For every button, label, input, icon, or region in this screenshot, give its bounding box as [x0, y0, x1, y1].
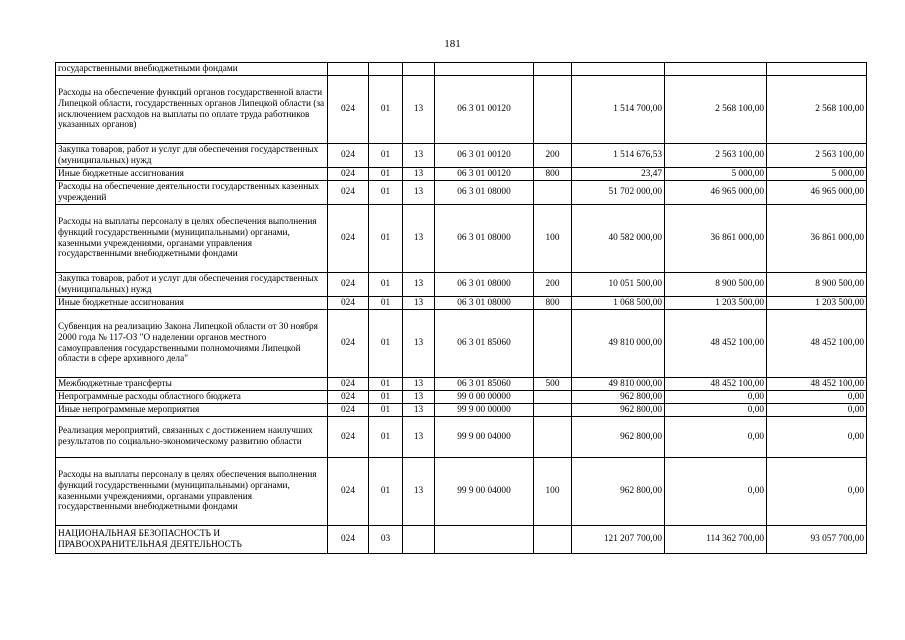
cell-sum-1: 40 582 000,00 [572, 205, 665, 273]
cell-rz: 01 [369, 310, 403, 378]
cell-sum-2: 1 203 500,00 [665, 297, 767, 310]
cell-rz: 01 [369, 458, 403, 526]
cell-sum-1 [572, 63, 665, 76]
cell-rz [369, 63, 403, 76]
cell-sum-2: 48 452 100,00 [665, 310, 767, 378]
cell-csr: 99 9 00 00000 [435, 404, 534, 417]
cell-pr: 13 [403, 181, 435, 205]
cell-name: Иные непрограммные мероприятия [56, 404, 328, 417]
table-row [56, 391, 867, 404]
cell-sum-1: 23,47 [572, 168, 665, 181]
cell-csr: 06 3 01 08000 [435, 273, 534, 297]
table-row [56, 168, 867, 181]
cell-ved: 024 [328, 417, 369, 458]
cell-sum-2: 8 900 500,00 [665, 273, 767, 297]
cell-sum-3: 2 563 100,00 [767, 144, 867, 168]
cell-sum-3: 0,00 [767, 417, 867, 458]
cell-sum-3: 93 057 700,00 [767, 526, 867, 554]
cell-csr [435, 63, 534, 76]
cell-sum-2: 0,00 [665, 458, 767, 526]
cell-sum-3: 46 965 000,00 [767, 181, 867, 205]
cell-ved: 024 [328, 404, 369, 417]
cell-pr: 13 [403, 76, 435, 144]
cell-csr: 06 3 01 08000 [435, 297, 534, 310]
cell-pr: 13 [403, 378, 435, 391]
cell-pr: 13 [403, 310, 435, 378]
cell-pr: 13 [403, 144, 435, 168]
cell-ved: 024 [328, 181, 369, 205]
budget-table [55, 62, 867, 554]
table-row [56, 205, 867, 273]
cell-sum-1: 1 068 500,00 [572, 297, 665, 310]
cell-vr: 800 [534, 168, 572, 181]
cell-name: Расходы на обеспечение деятельности государственных казенных учреждений [56, 181, 328, 205]
cell-ved: 024 [328, 378, 369, 391]
cell-vr [534, 526, 572, 554]
cell-sum-1: 121 207 700,00 [572, 526, 665, 554]
table-row [56, 404, 867, 417]
cell-pr [403, 526, 435, 554]
table-row [56, 526, 867, 554]
cell-vr [534, 391, 572, 404]
cell-sum-3: 8 900 500,00 [767, 273, 867, 297]
cell-vr: 100 [534, 458, 572, 526]
table-row [56, 63, 867, 76]
cell-name: Реализация мероприятий, связанных с достижением наилучших результатов по социально-экономическому развитию области [56, 417, 328, 458]
cell-sum-3: 0,00 [767, 404, 867, 417]
cell-sum-2: 2 563 100,00 [665, 144, 767, 168]
cell-name: Расходы на выплаты персоналу в целях обеспечения выполнения функций государственными (муниципальными) органами, казенными учреждениями, органами управления государственными внебюджетными фондами [56, 458, 328, 526]
cell-rz: 01 [369, 181, 403, 205]
cell-pr: 13 [403, 417, 435, 458]
cell-sum-2: 0,00 [665, 417, 767, 458]
cell-pr: 13 [403, 273, 435, 297]
cell-name: Расходы на обеспечение функций органов государственной власти Липецкой области, государственных органов Липецкой области (за исключением расходов на выплаты по оплате труда работников указанных органов) [56, 76, 328, 144]
cell-ved: 024 [328, 144, 369, 168]
table-row [56, 458, 867, 526]
table-row [56, 144, 867, 168]
table-row [56, 417, 867, 458]
cell-pr: 13 [403, 297, 435, 310]
cell-sum-3: 36 861 000,00 [767, 205, 867, 273]
cell-sum-1: 962 800,00 [572, 458, 665, 526]
table-row [56, 76, 867, 144]
cell-csr: 99 0 00 00000 [435, 391, 534, 404]
cell-sum-1: 962 800,00 [572, 417, 665, 458]
cell-vr [534, 417, 572, 458]
cell-rz: 01 [369, 273, 403, 297]
cell-vr: 200 [534, 273, 572, 297]
cell-sum-1: 962 800,00 [572, 404, 665, 417]
cell-pr: 13 [403, 458, 435, 526]
cell-csr: 06 3 01 00120 [435, 76, 534, 144]
cell-rz: 01 [369, 378, 403, 391]
cell-csr: 06 3 01 00120 [435, 144, 534, 168]
budget-table-body [56, 63, 867, 554]
table-row [56, 310, 867, 378]
table-row [56, 181, 867, 205]
cell-csr: 99 9 00 04000 [435, 458, 534, 526]
cell-sum-2: 5 000,00 [665, 168, 767, 181]
cell-rz: 01 [369, 168, 403, 181]
cell-sum-2: 0,00 [665, 404, 767, 417]
cell-name: Субвенция на реализацию Закона Липецкой области от 30 ноября 2000 года № 117-ОЗ "О наделении органов местного самоуправления государственными полномочиями Липецкой области в сфере архивного дела" [56, 310, 328, 378]
cell-pr [403, 63, 435, 76]
cell-vr [534, 181, 572, 205]
cell-rz: 01 [369, 144, 403, 168]
cell-ved: 024 [328, 310, 369, 378]
cell-sum-3: 48 452 100,00 [767, 378, 867, 391]
cell-sum-3: 2 568 100,00 [767, 76, 867, 144]
cell-sum-1: 49 810 000,00 [572, 310, 665, 378]
cell-sum-3 [767, 63, 867, 76]
cell-sum-2: 2 568 100,00 [665, 76, 767, 144]
cell-name: Межбюджетные трансферты [56, 378, 328, 391]
cell-ved: 024 [328, 76, 369, 144]
cell-sum-3: 0,00 [767, 458, 867, 526]
cell-rz: 01 [369, 404, 403, 417]
cell-name: Закупка товаров, работ и услуг для обеспечения государственных (муниципальных) нужд [56, 144, 328, 168]
cell-vr: 800 [534, 297, 572, 310]
cell-vr: 100 [534, 205, 572, 273]
cell-name: НАЦИОНАЛЬНАЯ БЕЗОПАСНОСТЬ И ПРАВООХРАНИТЕЛЬНАЯ ДЕЯТЕЛЬНОСТЬ [56, 526, 328, 554]
cell-vr [534, 63, 572, 76]
cell-ved: 024 [328, 168, 369, 181]
cell-vr [534, 310, 572, 378]
cell-sum-2: 0,00 [665, 391, 767, 404]
cell-rz: 01 [369, 205, 403, 273]
cell-csr: 06 3 01 85060 [435, 310, 534, 378]
cell-sum-3: 1 203 500,00 [767, 297, 867, 310]
cell-vr: 500 [534, 378, 572, 391]
cell-sum-2: 36 861 000,00 [665, 205, 767, 273]
cell-name: Закупка товаров, работ и услуг для обеспечения государственных (муниципальных) нужд [56, 273, 328, 297]
table-row [56, 297, 867, 310]
cell-csr: 06 3 01 00120 [435, 168, 534, 181]
cell-ved: 024 [328, 297, 369, 310]
cell-sum-1: 962 800,00 [572, 391, 665, 404]
cell-name: Непрограммные расходы областного бюджета [56, 391, 328, 404]
cell-rz: 01 [369, 391, 403, 404]
cell-name: государственными внебюджетными фондами [56, 63, 328, 76]
cell-sum-2 [665, 63, 767, 76]
cell-csr [435, 526, 534, 554]
table-row [56, 273, 867, 297]
table-row [56, 378, 867, 391]
cell-rz: 01 [369, 417, 403, 458]
cell-name: Иные бюджетные ассигнования [56, 168, 328, 181]
cell-vr [534, 76, 572, 144]
cell-rz: 01 [369, 297, 403, 310]
cell-ved [328, 63, 369, 76]
cell-name: Расходы на выплаты персоналу в целях обеспечения выполнения функций государственными (муниципальными) органами, казенными учреждениями, органами управления государственными внебюджетными фондами [56, 205, 328, 273]
cell-pr: 13 [403, 404, 435, 417]
cell-sum-3: 5 000,00 [767, 168, 867, 181]
cell-vr: 200 [534, 144, 572, 168]
cell-ved: 024 [328, 458, 369, 526]
cell-sum-1: 1 514 700,00 [572, 76, 665, 144]
cell-pr: 13 [403, 205, 435, 273]
cell-ved: 024 [328, 391, 369, 404]
cell-sum-3: 48 452 100,00 [767, 310, 867, 378]
cell-sum-2: 48 452 100,00 [665, 378, 767, 391]
cell-csr: 06 3 01 08000 [435, 205, 534, 273]
cell-pr: 13 [403, 168, 435, 181]
cell-sum-1: 10 051 500,00 [572, 273, 665, 297]
page-number: 181 [444, 38, 461, 50]
cell-sum-1: 1 514 676,53 [572, 144, 665, 168]
cell-sum-2: 114 362 700,00 [665, 526, 767, 554]
cell-ved: 024 [328, 273, 369, 297]
cell-csr: 06 3 01 85060 [435, 378, 534, 391]
cell-rz: 03 [369, 526, 403, 554]
cell-ved: 024 [328, 205, 369, 273]
cell-pr: 13 [403, 391, 435, 404]
cell-name: Иные бюджетные ассигнования [56, 297, 328, 310]
cell-sum-3: 0,00 [767, 391, 867, 404]
cell-vr [534, 404, 572, 417]
cell-sum-1: 51 702 000,00 [572, 181, 665, 205]
cell-ved: 024 [328, 526, 369, 554]
cell-rz: 01 [369, 76, 403, 144]
cell-sum-2: 46 965 000,00 [665, 181, 767, 205]
cell-csr: 99 9 00 04000 [435, 417, 534, 458]
cell-sum-1: 49 810 000,00 [572, 378, 665, 391]
cell-csr: 06 3 01 08000 [435, 181, 534, 205]
